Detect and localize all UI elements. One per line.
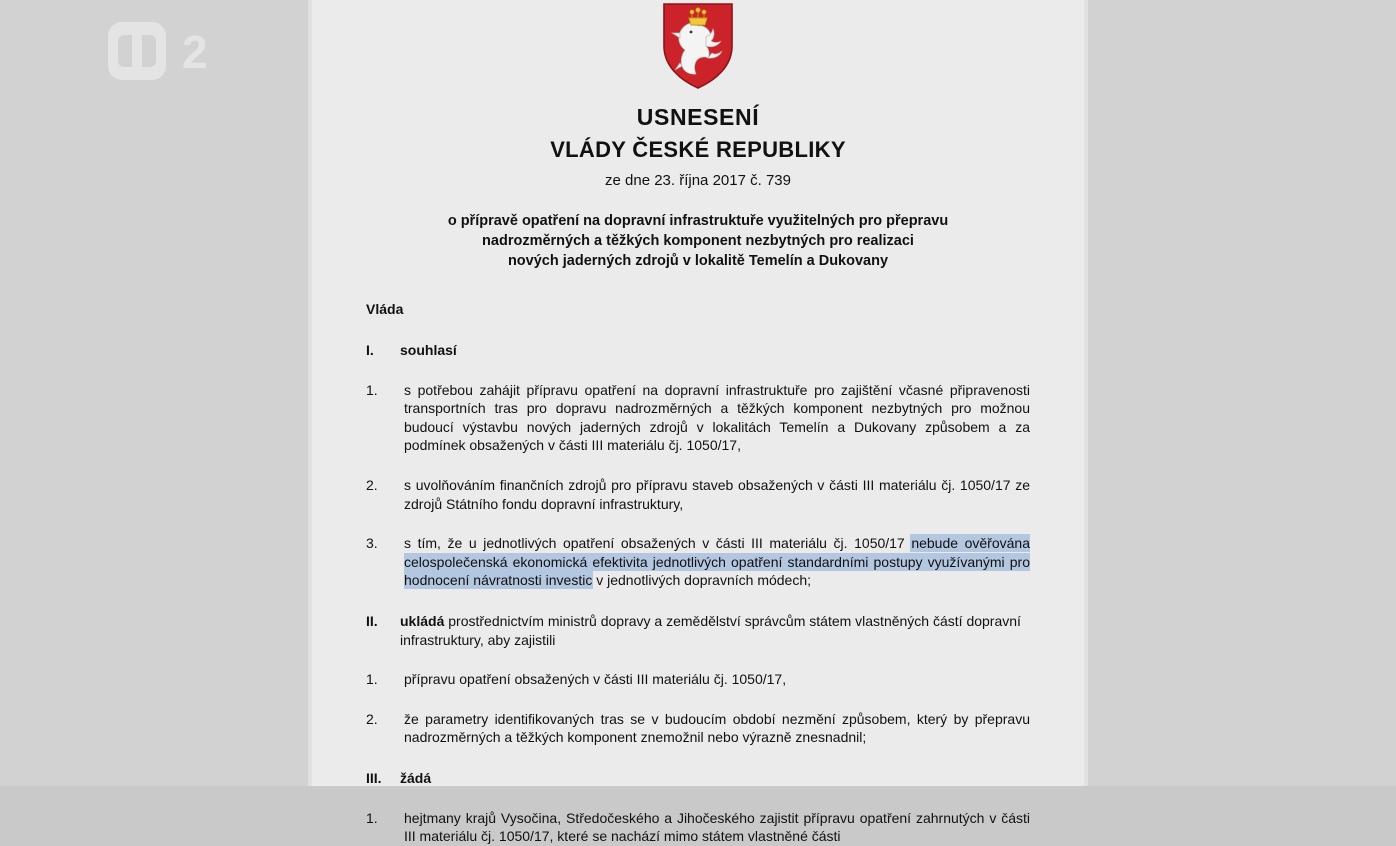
section-heading-ii [366, 612, 1030, 649]
resolution-subject [366, 211, 1030, 271]
section-text-ii [400, 612, 1030, 649]
section-verb-rest-ii: prostřednictvím ministrů dopravy a zemědělství správcům státem vlastněných částí dopravní infrastruktury, aby zajistili [400, 612, 1021, 648]
czech-coat-of-arms-icon [658, 2, 738, 90]
text-selection-highlight: nebude ověřována celospolečenská ekonomická efektivita jednotlivých opatření standardními postupy využívanými pro hodnocení návratnosti investic [404, 535, 1030, 589]
item-number: 3. [366, 535, 378, 552]
crest-container [366, 0, 1030, 90]
list-item [366, 710, 1030, 747]
item-number: 2. [366, 710, 378, 727]
section-heading-iii [366, 769, 1030, 788]
item-text-before-highlight: s tím, že u jednotlivých opatření obsažených v části III materiálu čj. 1050/17 [404, 535, 912, 552]
list-item-highlighted [366, 534, 1030, 590]
item-number: 2. [366, 476, 378, 493]
page-subtitle: VLÁDY ČESKÉ REPUBLIKY [550, 137, 846, 162]
section-numeral-ii: II. [366, 612, 378, 629]
section-numeral-iii: III. [366, 769, 382, 786]
ct2-channel-watermark [100, 22, 220, 80]
item-text: s potřebou zahájit přípravu opatření na dopravní infrastruktuře pro zajištění včasné připravenosti transportních tras pro dopravu nadrozměrných a těžkých komponent nezbytných pro možnou budoucí výstavbu nových jaderných zdrojů v lokalitách Temelín a Dukovany způsobem a za podmínek obsažených v části III materiálu čj. 1050/17, [404, 381, 1030, 454]
item-text-after-highlight: v jednotlivých dopravních módech; [592, 572, 812, 589]
section-text-i [400, 341, 1030, 360]
item-text: že parametry identifikovaných tras se v budoucím období nezmění způsobem, který by přepravu nadrozměrných a těžkých komponent znemožnil nebo výrazně znesnadnil; [404, 710, 1030, 746]
section-numeral-i: I. [366, 342, 374, 358]
subject-line-1: o přípravě opatření na dopravní infrastruktuře využitelných pro přepravu [447, 213, 949, 229]
item-number: 1. [366, 809, 378, 826]
list-item [366, 809, 1030, 846]
resolution-date-line: ze dne 23. října 2017 č. 739 [605, 172, 791, 189]
list-item [366, 670, 1030, 689]
section-verb-iii: žádá [400, 769, 432, 786]
item-number: 1. [366, 671, 378, 688]
item-text: přípravu opatření obsažených v části III materiálu čj. 1050/17, [404, 671, 787, 688]
section-text-iii [400, 769, 1030, 788]
preamble-vlada: Vláda [366, 301, 404, 317]
item-text [404, 534, 1030, 590]
document-page [312, 0, 1084, 845]
list-item [366, 476, 1030, 513]
section-heading-i [366, 341, 1030, 360]
watermark-channel-number: 2 [182, 26, 208, 78]
subject-line-3: nových jaderných zdrojů v lokalitě Temelín a Dukovany [507, 253, 889, 269]
item-text: s uvolňováním finančních zdrojů pro přípravu staveb obsažených v části III materiálu čj. 1050/17 ze zdrojů Státního fondu dopravní infrastruktury, [404, 476, 1030, 512]
list-item [366, 381, 1030, 455]
page-title: USNESENÍ [636, 104, 760, 130]
ct-logo-icon [100, 22, 220, 80]
section-verb-i: souhlasí [400, 342, 457, 358]
document-body [312, 0, 1084, 846]
item-text: hejtmany krajů Vysočina, Středočeského a Jihočeského zajistit přípravu opatření zahrnutých v části III materiálu čj. 1050/17, které se nachází mimo státem vlastněné části [404, 809, 1030, 845]
item-number: 1. [366, 381, 378, 398]
section-verb-ii: ukládá [400, 612, 445, 629]
subject-line-2: nadrozměrných a těžkých komponent nezbytných pro realizaci [482, 233, 914, 249]
